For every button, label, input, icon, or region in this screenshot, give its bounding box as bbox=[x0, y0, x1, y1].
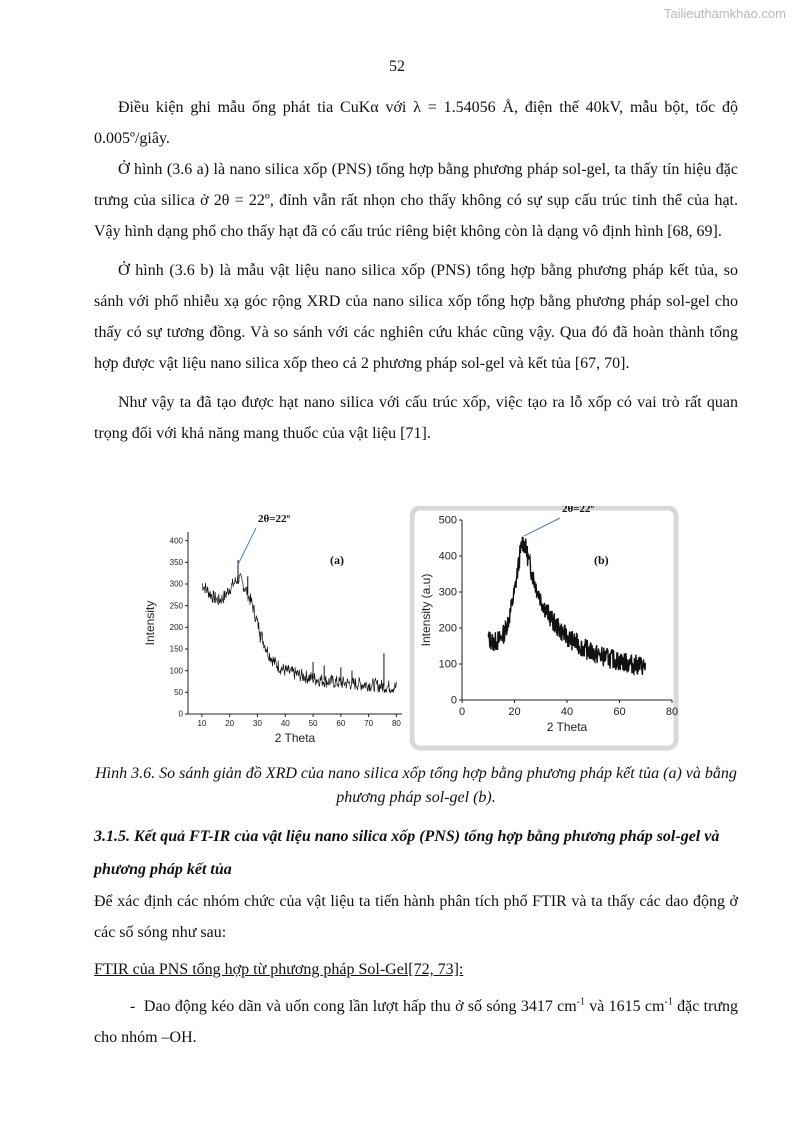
y-tick-label: 50 bbox=[174, 688, 183, 697]
paragraph-figure-b: Ở hình (3.6 b) là mẫu vật liệu nano silica xốp (PNS) tổng hợp bằng phương pháp kết tủa, so sánh với phổ nhiễu xạ góc rộng XRD của nano silica xốp tổng hợp bằng phương pháp sol-gel cho thấy có sự tương đồng. Và so sánh với các nghiên cứu khác cũng vậy. Qua đó đã hoàn thành tổng hợp được vật liệu nano silica xốp theo cả 2 phương pháp sol-gel và kết tủa [67, 70]. bbox=[94, 262, 738, 372]
x-tick-label: 30 bbox=[253, 719, 262, 728]
xrd-chart-b bbox=[410, 506, 680, 752]
bullet-sup-1: -1 bbox=[576, 996, 585, 1008]
bullet-text-b: và 1615 cm bbox=[585, 998, 665, 1015]
x-tick-label: 10 bbox=[197, 719, 207, 728]
y-tick-label: 300 bbox=[438, 586, 457, 599]
paragraph-ftir-intro: Để xác định các nhóm chức của vật liệu ta tiến hành phân tích phổ FTIR và ta thấy các dao động ở các số sóng như sau: bbox=[94, 893, 738, 941]
x-tick-label: 80 bbox=[665, 706, 679, 718]
annotation-label: 2θ=22º bbox=[562, 506, 595, 515]
y-axis-label: Intensity (a.u) bbox=[419, 573, 433, 647]
bullet-text-a: Dao động kéo dãn và uốn cong lần lượt hấp thu ở số sóng 3417 cm bbox=[143, 998, 577, 1015]
y-tick-label: 500 bbox=[438, 514, 457, 527]
x-tick-label: 20 bbox=[225, 719, 235, 728]
bullet-sup-2: -1 bbox=[664, 996, 673, 1008]
x-tick-label: 60 bbox=[336, 719, 346, 728]
paragraph-conclusion: Như vậy ta đã tạo được hạt nano silica với cấu trúc xốp, việc tạo ra lỗ xốp có vai trò rất quan trọng đối với khả năng mang thuốc của vật liệu [71]. bbox=[94, 394, 738, 442]
paragraph-figure-a: Ở hình (3.6 a) là nano silica xốp (PNS) tổng hợp bằng phương pháp sol-gel, ta thấy tín hiệu đặc trưng của silica ở 2θ = 22º, đỉnh vẫn rất nhọn cho thấy không có sự sụp cấu trúc tinh thể của hạt. Vậy hình dạng phổ cho thấy hạt đã có cấu trúc riêng biệt không còn là dạng vô định hình [68, 69]. bbox=[94, 161, 738, 240]
y-tick-label: 400 bbox=[438, 550, 457, 563]
paragraph-xrd-conditions: Điều kiện ghi mẫu ống phát tia CuKα với λ = 1.54056 Å, điện thế 40kV, mẫu bột, tốc độ 0.005º/giây. bbox=[94, 99, 738, 147]
x-axis-label: 2 Theta bbox=[546, 720, 588, 734]
y-axis-label: Intensity bbox=[143, 600, 157, 646]
page-number: 52 bbox=[389, 58, 405, 75]
x-tick-label: 40 bbox=[560, 706, 574, 718]
annotation-arrow bbox=[238, 528, 256, 565]
x-tick-label: 80 bbox=[391, 719, 401, 728]
y-tick-label: 200 bbox=[438, 622, 457, 635]
ftir-bullet bbox=[94, 991, 738, 1053]
x-tick-label: 20 bbox=[508, 706, 521, 718]
section-heading: 3.1.5. Kết quả FT-IR của vật liệu nano silica xốp (PNS) tổng hợp bằng phương pháp sol-gel và phương pháp kết tủa bbox=[94, 828, 720, 878]
y-tick-label: 150 bbox=[169, 644, 183, 654]
x-axis-label: 2 Theta bbox=[274, 731, 316, 745]
x-tick-label: 0 bbox=[458, 706, 466, 718]
xrd-trace bbox=[202, 574, 397, 693]
y-tick-label: 100 bbox=[169, 666, 183, 676]
y-tick-label: 0 bbox=[178, 709, 183, 719]
xrd-chart-a bbox=[140, 506, 410, 752]
x-tick-label: 60 bbox=[613, 706, 626, 718]
watermark: Tailieuthamkhao.com bbox=[663, 6, 786, 21]
x-tick-label: 40 bbox=[280, 719, 290, 728]
x-tick-label: 70 bbox=[364, 719, 374, 728]
panel-label: (b) bbox=[594, 553, 609, 567]
bullet-text-c: đặc trưng cho nhóm –OH. bbox=[94, 998, 739, 1046]
ftir-section bbox=[94, 886, 738, 1053]
panel-label: (a) bbox=[330, 553, 344, 567]
x-tick-label: 50 bbox=[308, 719, 318, 728]
y-tick-label: 0 bbox=[450, 694, 457, 707]
bullet-marker: - bbox=[130, 998, 136, 1015]
y-tick-label: 400 bbox=[169, 536, 183, 546]
y-tick-label: 250 bbox=[169, 601, 183, 611]
body-text bbox=[94, 92, 738, 449]
ftir-subheading: FTIR của PNS tổng hợp từ phương pháp Sol-Gel[72, 73]: bbox=[94, 961, 464, 978]
y-tick-label: 200 bbox=[169, 623, 183, 632]
figure-caption: Hình 3.6. So sánh giản đồ XRD của nano silica xốp tổng hợp bằng phương pháp kết tủa (a) và bằng phương pháp sol-gel (b). bbox=[95, 765, 737, 806]
y-tick-label: 350 bbox=[169, 558, 183, 567]
y-tick-label: 100 bbox=[438, 658, 457, 671]
xrd-figure bbox=[140, 506, 680, 752]
annotation-label: 2θ=22º bbox=[258, 513, 291, 525]
y-tick-label: 300 bbox=[169, 579, 183, 589]
